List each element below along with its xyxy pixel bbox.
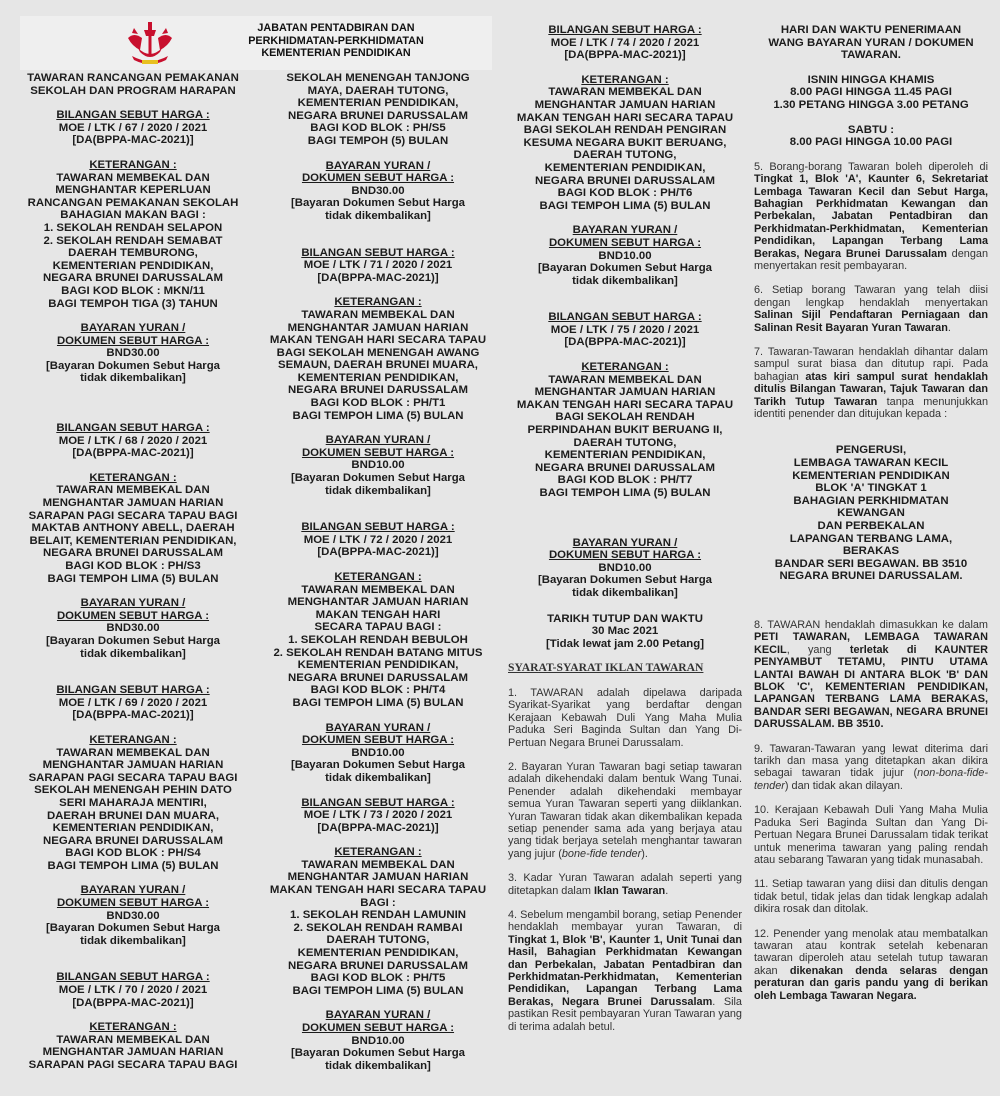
bil-heading: BILANGAN SEBUT HARGA : [301,796,455,809]
ket-line: SARAPAN PAGI SECARA TAPAU BAGI [28,509,238,522]
bil-heading: BILANGAN SEBUT HARGA : [548,311,702,324]
ket-line: BAGI SEKOLAH RENDAH PENGIRAN [523,124,727,137]
ket-line: NEGARA BRUNEI DARUSSALAM [288,671,468,684]
address-line: KEWANGAN [837,507,905,520]
payment-hours-heading: TAWARAN. [841,49,901,62]
closing-time: [Tidak lewat jam 2.00 Petang] [545,637,705,650]
ket-line: RANCANGAN PEMAKANAN SEKOLAH [27,196,239,209]
ket-line: TAWARAN MEMBEKAL DAN [548,373,702,386]
ket-line: NEGARA BRUNEI DARUSSALAM [288,109,468,122]
column-2 [258,72,498,1072]
ket-line: MAKTAB ANTHONY ABELL, DAERAH [31,522,235,535]
fee-amount: BND30.00 [106,347,160,360]
saturday-hours: 8.00 PAGI HINGGA 10.00 PAGI [789,136,953,149]
tender-ref: MOE / LTK / 70 / 2020 / 2021 [58,984,208,997]
header-line: PERKHIDMATAN-PERKHIDMATAN [248,34,424,47]
column-4 [754,24,988,1002]
yuran-heading: DOKUMEN SEBUT HARGA : [56,897,210,910]
ket-line: 1. SEKOLAH RENDAH BEBULOH [288,633,468,646]
fee-note: tidak dikembalikan] [80,934,186,947]
fee-note: [Bayaran Dokumen Sebut Harga [537,574,713,587]
ket-line: SEKOLAH MENENGAH PEHIN DATO [34,784,232,797]
tender-ref: MOE / LTK / 67 / 2020 / 2021 [58,121,208,134]
address-line: NEGARA BRUNEI DARUSSALAM. [779,570,963,583]
ket-line: 2. SEKOLAH RENDAH SEMABAT [43,234,223,247]
tender-da: [DA(BPPA-MAC-2021)] [317,546,439,559]
ket-line: MAKAN TENGAH HARI SECARA TAPAU [516,398,734,411]
fee-note: [Bayaran Dokumen Sebut Harga [290,759,466,772]
ket-line: MAKAN TENGAH HARI SECARA TAPAU [269,334,487,347]
yuran-heading: BAYARAN YURAN / [572,224,678,237]
closing-date: 30 Mac 2021 [591,625,659,638]
ket-line: KEMENTERIAN PENDIDIKAN, [544,161,706,174]
fee-note: tidak dikembalikan] [325,1059,431,1072]
column-3 [508,24,742,1033]
bil-heading: BILANGAN SEBUT HARGA : [301,246,455,259]
ket-line: KEMENTERIAN PENDIDIKAN, [52,259,214,272]
yuran-heading: DOKUMEN SEBUT HARGA : [548,236,702,249]
ket-heading: KETERANGAN : [334,571,422,583]
fee-note: [Bayaran Dokumen Sebut Harga [45,634,221,647]
bil-heading: BILANGAN SEBUT HARGA : [56,684,210,697]
ket-line: BAGI TEMPOH LIMA (5) BULAN [539,487,711,499]
fee-amount: BND30.00 [106,909,160,922]
ket-line: SEMAUN, DAERAH BRUNEI MUARA, [278,359,478,372]
closing-date-heading: TARIKH TUTUP DAN WAKTU [547,612,703,625]
ket-line: BAGI KOD BLOK : PH/T1 [310,397,446,410]
ket-line: BAGI SEKOLAH MENENGAH AWANG [276,346,480,359]
ket-heading: KETERANGAN : [334,846,422,859]
ket-line: TAWARAN MEMBEKAL DAN [56,746,210,759]
ket-line: BAGI TEMPOH TIGA (3) TAHUN [48,297,218,310]
ket-line: KEMENTERIAN PENDIDIKAN, [52,822,214,835]
fee-note: tidak dikembalikan] [572,274,678,287]
saturday-hours: SABTU : [847,123,895,136]
weekday-hours: 1.30 PETANG HINGGA 3.00 PETANG [773,98,969,111]
ket-line: NEGARA BRUNEI DARUSSALAM [288,959,468,972]
ket-line: MAKAN TENGAH HARI SECARA TAPAU [269,884,487,897]
ket-line: KEMENTERIAN PENDIDIKAN, [297,947,459,960]
tender-ref: MOE / LTK / 69 / 2020 / 2021 [58,696,208,709]
ket-line: MENGHANTAR JAMUAN HARIAN [287,596,469,609]
ket-line: MAYA, DAERAH TUTONG, [307,84,449,97]
payment-hours-heading: HARI DAN WAKTU PENERIMAAN [780,24,962,36]
fee-note: tidak dikembalikan] [325,771,431,784]
tender-da: [DA(BPPA-MAC-2021)] [317,271,439,284]
ket-line: BAGI KOD BLOK : PH/S5 [310,122,446,135]
ket-line: MAKAN TENGAH HARI SECARA TAPAU [516,111,734,124]
condition-7: 7. Tawaran-Tawaran hendaklah dihantar dalam sampul surat biasa dan ditutup rapi. Pada bahagian atas kiri sampul surat hendaklah ditulis Bilangan Tawaran, Tajuk Tawaran dan Tarikh Tutup Tawaran tanpa menunjukkan identiti penender dan ditujukan kepada : [754,346,989,421]
fee-note: [Bayaran Dokumen Sebut Harga [290,197,466,210]
fee-note: tidak dikembalikan] [80,647,186,660]
tender-da: [DA(BPPA-MAC-2021)] [72,996,194,1009]
fee-note: [Bayaran Dokumen Sebut Harga [290,1047,466,1060]
ket-line: MENGHANTAR JAMUAN HARIAN [42,759,224,772]
tender-ref: MOE / LTK / 73 / 2020 / 2021 [303,809,453,822]
ket-line: BAGI SEKOLAH RENDAH [555,411,695,424]
fee-amount: BND10.00 [598,249,652,262]
ket-line: 1. SEKOLAH RENDAH LAMUNIN [290,909,466,922]
header-line: JABATAN PENTADBIRAN DAN [257,22,415,34]
ket-line: DAERAH BRUNEI DAN MUARA, [46,809,220,822]
fee-note: [Bayaran Dokumen Sebut Harga [45,359,221,372]
condition-9: 9. Tawaran-Tawaran yang lewat diterima dari tarikh dan masa yang ditetapkan akan dikira sebagai tawaran tidak jujur (non-bona-fide-tender) dan tidak akan dilayan. [754,742,988,792]
fee-amount: BND30.00 [351,184,405,197]
yuran-heading: BAYARAN YURAN / [80,884,186,897]
tender-da: [DA(BPPA-MAC-2021)] [564,49,686,62]
ket-line: BAGI KOD BLOK : MKN/11 [61,284,205,297]
ket-line: BAGI KOD BLOK : PH/S3 [65,560,201,572]
ket-line: BELAIT, KEMENTERIAN PENDIDIKAN, [29,534,237,547]
address-line: BAHAGIAN PERKHIDMATAN [793,494,949,507]
tender-da: [DA(BPPA-MAC-2021)] [564,336,686,349]
ket-line: DAERAH TUTONG, [326,934,430,947]
weekday-hours: 8.00 PAGI HINGGA 11.45 PAGI [790,86,952,99]
condition-11: 11. Setiap tawaran yang diisi dan ditulis dengan tidak betul, tidak jelas dan tidak lengkap adalah dikira rosak dan ditolak. [754,878,988,916]
ket-line: BAGI KOD BLOK : PH/S4 [65,847,201,860]
ket-line: NEGARA BRUNEI DARUSSALAM [288,384,468,397]
ket-line: NEGARA BRUNEI DARUSSALAM [43,272,223,285]
fee-note: tidak dikembalikan] [325,484,431,497]
ket-line: TAWARAN MEMBEKAL DAN [301,858,455,871]
yuran-heading: DOKUMEN SEBUT HARGA : [301,446,455,459]
yuran-heading: BAYARAN YURAN / [572,536,678,549]
ket-line: MENGHANTAR JAMUAN HARIAN [287,871,469,884]
ket-heading: KETERANGAN : [334,296,422,309]
ket-line: BAGI KOD BLOK : PH/T6 [557,187,693,200]
ket-line: BAHAGIAN MAKAN BAGI : [60,209,206,222]
ket-line: BAGI TEMPOH (5) BULAN [307,134,449,147]
ket-line: MAKAN TENGAH HARI [315,608,441,621]
fee-amount: BND10.00 [598,561,652,574]
ket-line: TAWARAN MEMBEKAL DAN [56,1033,210,1046]
ket-line: TAWARAN MEMBEKAL DAN [56,171,210,184]
yuran-heading: DOKUMEN SEBUT HARGA : [301,734,455,747]
condition-12: 12. Penender yang menolak atau membatalkan tawaran atau kontrak setelah kebenaran tawaran diperoleh atau setelah tutup tawaran akan dikenakan denda selaras dengan peraturan dan garis pandu yang di berikan oleh Lembaga Tawaran Negara. [754,927,988,1002]
bil-heading: BILANGAN SEBUT HARGA : [56,109,210,122]
yuran-heading: BAYARAN YURAN / [325,434,431,447]
ket-line: 2. SEKOLAH RENDAH BATANG MITUS [273,646,483,659]
yuran-heading: DOKUMEN SEBUT HARGA : [56,609,210,622]
ket-line: BAGI TEMPOH LIMA (5) BULAN [47,859,219,872]
tender-ref: MOE / LTK / 72 / 2020 / 2021 [303,533,453,546]
bil-heading: BILANGAN SEBUT HARGA : [56,971,210,984]
condition-1: 1. TAWARAN adalah dipelawa daripada Syarikat-Syarikat yang berdaftar dengan Kerajaan Kebawah Duli Yang Maha Mulia Paduka Seri Baginda Sultan dan Yang Di-Pertuan Negara Brunei Darussalam. [508,686,742,749]
ket-line: TAWARAN MEMBEKAL DAN [56,484,210,497]
fee-note: [Bayaran Dokumen Sebut Harga [45,922,221,935]
address-line: BANDAR SERI BEGAWAN. BB 3510 [774,557,968,570]
ket-heading: KETERANGAN : [89,158,177,171]
ket-line: MENGHANTAR JAMUAN HARIAN [534,386,716,399]
ket-line: BAGI TEMPOH LIMA (5) BULAN [292,409,464,422]
yuran-heading: DOKUMEN SEBUT HARGA : [301,1022,455,1034]
intro-title: TAWARAN RANCANGAN PEMAKANAN [27,72,239,84]
tender-ref: MOE / LTK / 74 / 2020 / 2021 [550,36,700,49]
ket-heading: KETERANGAN : [581,361,669,374]
address-line: KEMENTERIAN PENDIDIKAN [792,469,950,482]
ket-line: BAGI KOD BLOK : PH/T7 [557,474,693,487]
fee-amount: BND10.00 [351,459,405,472]
ket-line: MENGHANTAR KEPERLUAN [55,184,211,197]
intro-title: SEKOLAH DAN PROGRAM HARAPAN [30,84,236,97]
condition-2: 2. Bayaran Yuran Tawaran bagi setiap tawaran adalah dikehendaki dalam bentuk Wang Tunai. Penender adalah dikehendaki membayar semua Yuran Tawaran seperti yang diiklankan. Yuran Tawaran tidak akan dikembalikan kepada setiap penender sama ada yang berjaya atau yang tidak berjaya setelah menghantar tawaran yang jujur (bone-fide tender). [508,760,742,860]
yuran-heading: BAYARAN YURAN / [80,597,186,610]
yuran-heading: BAYARAN YURAN / [325,159,431,172]
ket-line: KESUMA NEGARA BUKIT BERUANG, [523,136,727,149]
tender-ref: MOE / LTK / 75 / 2020 / 2021 [550,323,700,336]
header-title [186,22,486,60]
tender-ref: MOE / LTK / 68 / 2020 / 2021 [58,434,208,447]
fee-amount: BND10.00 [351,746,405,759]
conditions-heading: SYARAT-SYARAT IKLAN TAWARAN [508,661,704,675]
tender-da: [DA(BPPA-MAC-2021)] [72,447,194,460]
ket-line: SARAPAN PAGI SECARA TAPAU BAGI [28,771,238,784]
ket-line: NEGARA BRUNEI DARUSSALAM [43,834,223,847]
tender-da: [DA(BPPA-MAC-2021)] [317,821,439,834]
condition-10: 10. Kerajaan Kebawah Duli Yang Maha Mulia Paduka Seri Baginda Sultan dan Yang Di-Pertuan Negara Brunei Darussalam tidak terikat untuk menerima tawaran yang paling rendah atau sebarang Tawaran yang tidak munasabah. [754,804,988,866]
ket-line: MENGHANTAR JAMUAN HARIAN [42,497,224,510]
fee-note: [Bayaran Dokumen Sebut Harga [290,472,466,485]
address-line: DAN PERBEKALAN [817,520,925,533]
ket-heading: KETERANGAN : [89,733,177,746]
ket-line: KEMENTERIAN PENDIDIKAN, [544,449,706,462]
tender-ref: MOE / LTK / 71 / 2020 / 2021 [303,259,453,272]
tender-da: [DA(BPPA-MAC-2021)] [72,709,194,722]
payment-hours-heading: WANG BAYARAN YURAN / DOKUMEN [768,36,974,49]
condition-5: 5. Borang-borang Tawaran boleh diperoleh di Tingkat 1, Blok 'A', Kaunter 6, Sekretariat Lembaga Tawaran Kecil dan Sebut Harga, Bahagian Perkhidmatan Kewangan dan Perbekalan, Jabatan Pentadbiran dan Perkhidmatan-Perkhidmatan, Kementerian Pendidikan, Lapangan Terbang Lama Berakas, Negara Brunei Darussalam dengan menyertakan resit pembayaran. [754,160,988,272]
ket-line: SEKOLAH MENENGAH TANJONG [286,72,470,84]
ket-line: SECARA TAPAU BAGI : [314,621,442,634]
ket-line: DAERAH TUTONG, [573,436,677,449]
tender-da: [DA(BPPA-MAC-2021)] [72,134,194,147]
bil-heading: BILANGAN SEBUT HARGA : [301,521,455,534]
ket-line: BAGI KOD BLOK : PH/T4 [310,684,446,697]
column-1 [20,72,246,1072]
yuran-heading: DOKUMEN SEBUT HARGA : [548,549,702,562]
fee-note: tidak dikembalikan] [80,372,186,385]
ket-line: NEGARA BRUNEI DARUSSALAM [535,461,715,474]
ket-heading: KETERANGAN : [89,471,177,484]
ket-line: KEMENTERIAN PENDIDIKAN, [297,659,459,672]
address-block [754,444,988,583]
ket-line: BAGI : [360,896,396,909]
ket-line: BAGI TEMPOH LIMA (5) BULAN [292,696,464,709]
ket-line: KEMENTERIAN PENDIDIKAN, [297,371,459,384]
ket-line: MENGHANTAR JAMUAN HARIAN [287,321,469,334]
ket-line: DAERAH TUTONG, [573,149,677,162]
fee-note: tidak dikembalikan] [325,209,431,222]
yuran-heading: BAYARAN YURAN / [325,721,431,734]
ket-line: SERI MAHARAJA MENTIRI, [59,796,207,809]
fee-amount: BND10.00 [351,1034,405,1047]
ket-line: BAGI TEMPOH LIMA (5) BULAN [539,199,711,212]
ket-heading: KETERANGAN : [581,73,669,86]
ket-line: SARAPAN PAGI SECARA TAPAU BAGI [28,1059,238,1071]
condition-4: 4. Sebelum mengambil borang, setiap Penender hendaklah membayar yuran Tawaran, di Tingkat 1, Blok 'B', Kaunter 1, Unit Tunai dan Hasil, Bahagian Perkhidmatan Kewangan dan Perbekalan, Jabatan Pentadbiran dan Perkhidmatan-Perkhidmatan, Kementerian Pendidikan, Lapangan Terbang Lama Berakas, Negara Brunei Darussalam. Sila pastikan Resit pembayaran Yuran Tawaran yang di terima adalah betul. [508,909,742,1033]
ket-line: TAWARAN MEMBEKAL DAN [301,583,455,596]
condition-3: 3. Kadar Yuran Tawaran adalah seperti yang ditetapkan dalam Iklan Tawaran. [508,872,742,897]
address-line: LAPANGAN TERBANG LAMA, [789,532,953,545]
yuran-heading: BAYARAN YURAN / [325,1009,431,1022]
weekday-hours: ISNIN HINGGA KHAMIS [807,73,935,86]
address-line: LEMBAGA TAWARAN KECIL [793,457,949,470]
fee-note: [Bayaran Dokumen Sebut Harga [537,262,713,275]
ket-line: TAWARAN MEMBEKAL DAN [548,86,702,99]
yuran-heading: DOKUMEN SEBUT HARGA : [56,334,210,347]
address-line: PENGERUSI, [835,444,907,457]
ket-heading: KETERANGAN : [89,1021,177,1034]
condition-6: 6. Setiap borang Tawaran yang telah diisi dengan lengkap hendaklah menyertakan Salinan Sijil Pendaftaran Perniagaan dan Salinan Resit Bayaran Yuran Tawaran. [754,284,988,334]
yuran-heading: DOKUMEN SEBUT HARGA : [301,172,455,185]
bil-heading: BILANGAN SEBUT HARGA : [548,24,702,36]
ket-line: DAERAH TEMBURONG, [68,247,198,260]
condition-8: 8. TAWARAN hendaklah dimasukkan ke dalam PETI TAWARAN, LEMBAGA TAWARAN KECIL, yang terletak di KAUNTER PENYAMBUT TETAMU, PINTU UTAMA LANTAI BAWAH DI ANTARA BLOK 'B' DAN BLOK 'C', KEMENTERIAN PENDIDIKAN, LAPANGAN TERBANG LAMA BERAKAS, BANDAR SERI BEGAWAN, NEGARA BRUNEI DARUSSALAM. BB 3510. [754,619,988,731]
ket-line: 1. SEKOLAH RENDAH SELAPON [43,221,223,234]
address-line: BERAKAS [842,545,900,558]
ket-line: PERPINDAHAN BUKIT BERUANG II, [527,424,723,437]
ket-line: BAGI TEMPOH LIMA (5) BULAN [47,572,219,585]
fee-amount: BND30.00 [106,622,160,635]
bil-heading: BILANGAN SEBUT HARGA : [56,422,210,435]
ket-line: TAWARAN MEMBEKAL DAN [301,308,455,321]
header-line: KEMENTERIAN PENDIDIKAN [261,47,411,60]
brunei-crest-icon [124,20,176,66]
header-banner [20,16,492,70]
ket-line: 2. SEKOLAH RENDAH RAMBAI [293,921,463,934]
address-line: BLOK 'A' TINGKAT 1 [815,482,927,495]
ket-line: BAGI KOD BLOK : PH/T5 [310,972,446,985]
ket-line: KEMENTERIAN PENDIDIKAN, [297,97,459,110]
ket-line: MENGHANTAR JAMUAN HARIAN [42,1046,224,1059]
ket-line: NEGARA BRUNEI DARUSSALAM [43,547,223,560]
ket-line: BAGI TEMPOH LIMA (5) BULAN [292,984,464,997]
yuran-heading: BAYARAN YURAN / [80,322,186,335]
fee-note: tidak dikembalikan] [572,586,678,599]
ket-line: MENGHANTAR JAMUAN HARIAN [534,98,716,111]
ket-line: NEGARA BRUNEI DARUSSALAM [535,174,715,187]
